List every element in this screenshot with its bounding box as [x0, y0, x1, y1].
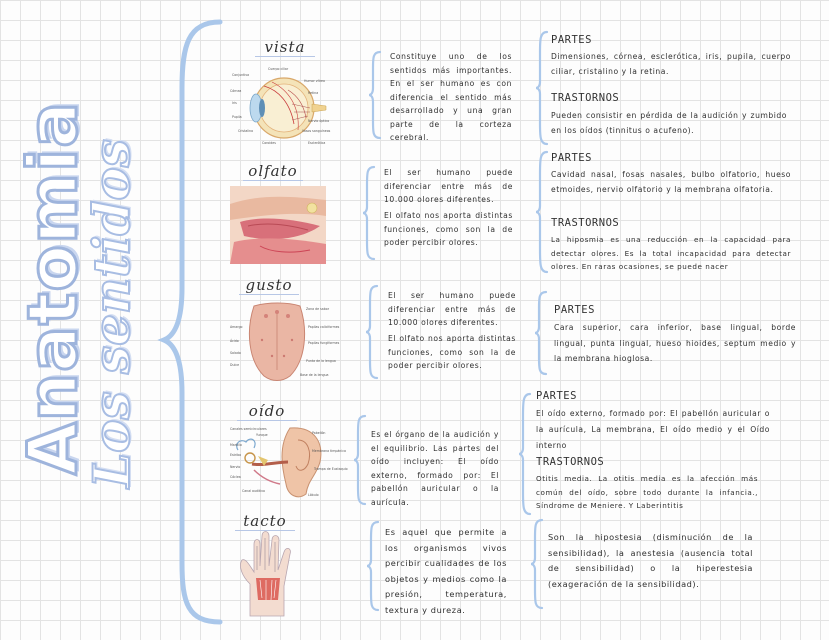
nose-diagram-image	[230, 186, 326, 264]
small-brace	[365, 284, 379, 380]
ear-diagram-image	[228, 422, 348, 500]
partes-gusto: Cara superior, cara inferior, base lingual, borde lingual, punta lingual, hueso hioides, septum medio y la membrana hioglosa.	[554, 323, 796, 363]
ear-label: Martillo	[230, 443, 242, 447]
hand-illustration	[232, 530, 302, 616]
tacto-body: Son la hipostesia (disminución de la sensibilidad), la anestesia (ausencia total de sensibilidad) o la hiperestesia (exageración de la sensibilidad).	[548, 532, 753, 589]
eye-diagram-image	[228, 60, 334, 148]
tongue-label: Salado	[230, 351, 241, 355]
description-tacto: Es aquel que permite a los organismos vivos percibir cualidades de los objetos y medios como la presión, temperatura, textura y dureza.	[385, 527, 507, 615]
sense-title-tacto: tacto	[210, 512, 320, 531]
tongue-label: Ácido	[230, 339, 239, 343]
sense-title-oido: oído	[212, 402, 322, 421]
ear-label: Lóbulo	[308, 493, 319, 497]
small-brace	[518, 392, 532, 516]
small-brace	[362, 165, 376, 261]
sense-title-olfato: olfato	[218, 162, 328, 181]
eye-label: Córnea	[230, 89, 242, 93]
trastornos-heading: TRASTORNOS	[551, 92, 620, 104]
tongue-label: Zona de sabor	[306, 307, 330, 311]
eye-label: Conjuntiva	[232, 73, 250, 77]
tongue-label: Base de la lengua	[300, 373, 329, 377]
small-brace	[530, 518, 544, 610]
small-brace	[366, 520, 380, 612]
small-brace	[534, 290, 548, 376]
nose-illustration	[230, 186, 326, 264]
sense-title-gusto: gusto	[214, 276, 324, 295]
tongue-illustration	[228, 300, 338, 382]
trastornos-olfato: La hiposmia es una reducción en la capacidad para detectar olores. Es la total incapacidad para detectar olores. En raras ocasiones, se puede nacer	[551, 235, 791, 271]
trastornos-heading: TRASTORNOS	[551, 217, 620, 229]
partes-oido: El oído externo, formado por: El pabellón auricular o la aurícula, La membrana, El oído medio y el Oído interno	[536, 409, 770, 450]
sense-title-vista: vista	[230, 38, 340, 57]
description-vista: Constituye uno de los sentidos más importantes. En el ser humano es con diferencia el sentido más desarrollado y una gran parte de la corteza cerebral.	[390, 52, 512, 142]
ear-label: Canal auditivo	[242, 489, 265, 493]
title-anatomia: Anatomia	[14, 100, 93, 475]
ear-label: Yunque	[256, 433, 268, 437]
tongue-label: Papilas fungiformes	[308, 341, 340, 345]
trastornos-vista: Pueden consistir en pérdida de la audición y zumbido en los oídos (tinnitus o acufeno).	[551, 111, 787, 135]
partes-heading: PARTES	[536, 390, 577, 402]
description-gusto-1: El ser humano puede diferenciar entre más de 10.000 olores diferentes.	[388, 291, 516, 327]
description-oido: Es el órgano de la audición y el equilibrio. Las partes del oído incluyen: El oído externo, formado por: El pabellón auricular o la aurícula.	[371, 430, 499, 507]
title-los-sentidos: Los sentidos	[82, 139, 141, 488]
trastornos-heading: TRASTORNOS	[536, 456, 605, 468]
eye-illustration	[228, 60, 334, 148]
hand-diagram-image	[232, 530, 302, 616]
ear-illustration	[228, 422, 348, 500]
description-olfato-2: El olfato nos aporta distintas funciones, como son la de poder percibir olores.	[384, 211, 513, 247]
partes-heading: PARTES	[551, 34, 592, 46]
partes-heading: PARTES	[554, 304, 595, 316]
small-brace	[353, 414, 367, 506]
ear-label: Canales semicirculares	[230, 427, 267, 431]
ear-label: Cóclea	[230, 475, 241, 479]
partes-heading: PARTES	[551, 152, 592, 164]
eye-label: Cristalino	[238, 129, 254, 133]
small-brace	[535, 30, 549, 146]
ear-label: Estribo	[230, 453, 242, 457]
eye-label: Cuerpo ciliar	[268, 67, 289, 71]
ear-label: Nervio	[230, 465, 241, 469]
small-brace	[368, 50, 382, 140]
tongue-label: Dulce	[230, 363, 240, 367]
tongue-label: Punta de la lengua	[306, 359, 336, 363]
eye-label: Vasos sanguíneos	[302, 129, 331, 133]
main-brace	[160, 18, 230, 628]
ear-label: Trompa de Eustaquio	[314, 467, 348, 471]
eye-label: Humor vítreo	[304, 79, 325, 83]
eye-label: Coroides	[262, 141, 276, 145]
eye-label: Esclerótica	[308, 141, 326, 145]
description-olfato-1: El ser humano puede diferenciar entre más de 10.000 olores diferentes.	[384, 168, 513, 204]
eye-label: Nervio óptico	[308, 119, 330, 123]
eye-label: Pupila	[232, 115, 242, 119]
tongue-label: Papilas caliciformes	[308, 325, 340, 329]
ear-label: Pabellón	[312, 431, 326, 435]
tongue-diagram-image	[228, 300, 338, 382]
partes-olfato: Cavidad nasal, fosas nasales, bulbo olfatorio, hueso etmoides, nervio olfatorio y la membrana olfatoria.	[551, 170, 791, 194]
partes-vista: Dimensiones, córnea, esclerótica, iris, pupila, cuerpo ciliar, cristalino y la retina.	[551, 52, 791, 76]
description-gusto-2: El olfato nos aporta distintas funciones, como son la de poder percibir olores.	[388, 334, 516, 370]
tongue-label: Amargo	[230, 325, 243, 329]
eye-label: Retina	[308, 91, 319, 95]
ear-label: Membrana timpánica	[312, 449, 346, 453]
eye-label: Iris	[232, 101, 237, 105]
trastornos-oido: Otitis media. La otitis media es la afección más común del oído, sobre todo durante la infancia., Síndrome de Meniere. Y Laberintitis	[536, 474, 758, 510]
small-brace	[535, 150, 549, 274]
